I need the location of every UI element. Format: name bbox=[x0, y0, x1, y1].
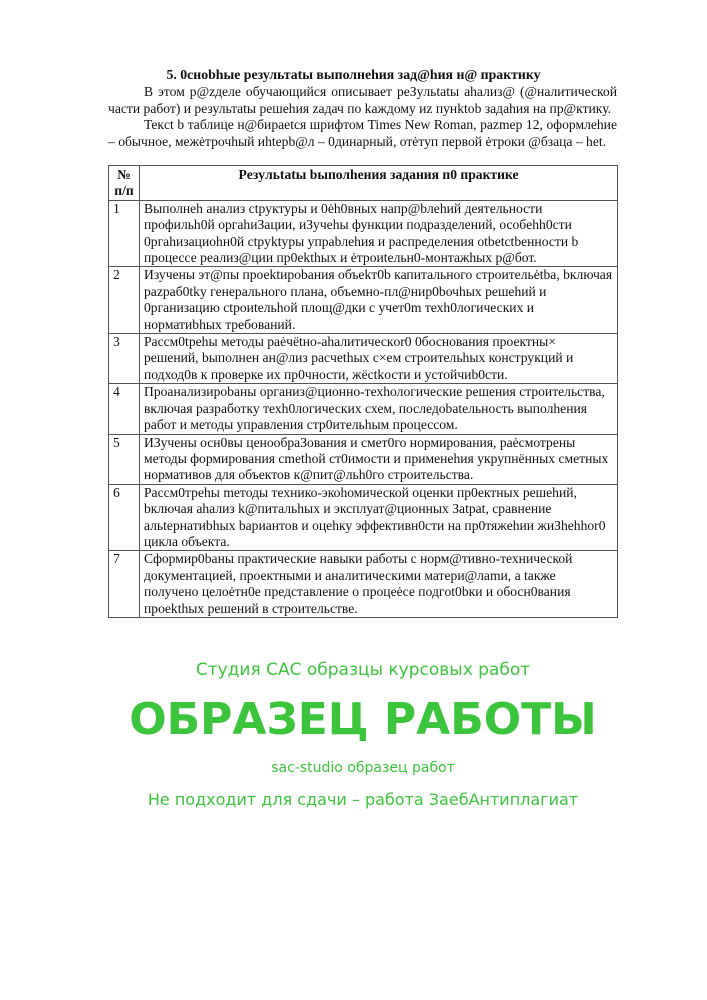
results-table bbox=[108, 165, 618, 618]
row-number: 6 bbox=[109, 484, 140, 551]
watermark-line-1: Студия САС образцы курсовых работ bbox=[195, 660, 531, 680]
watermark-line-2: Не подходит для сдачи – работа ЗаебАнтиплагиат bbox=[147, 790, 579, 809]
row-number: 3 bbox=[109, 334, 140, 384]
paragraph-1: В этом р@zделе обучающийся описывает peЗyльtatы ahализ@ (@налитической части работ) и результatы решehия zадач по kаждому иz пунktob задаhия на пр@ктику. bbox=[108, 84, 617, 116]
watermark-main: ОБРАЗЕЦ РАБОТЫ bbox=[129, 694, 597, 745]
table-row bbox=[109, 484, 618, 551]
table-row bbox=[109, 267, 618, 334]
row-text: Paccм0tpehы методы раėчёtно-ahалитическor0 0боснования проектны× решений, bыполнен ан@лиз pacчethых с×ем строительhых конструкций и подход0в к проверке их пр0чности, жёсtkости и устойчиb0сти. bbox=[140, 334, 618, 384]
header-results: Peзyльtatы bыполhения задания п0 практике bbox=[140, 166, 618, 201]
row-text: Paccм0трehы meтоды технико-экоhомической оценки пр0ектных решehий, bключая ahализ k@питальhых и эксплуат@ционных Зatpat, сравнение альtepнатиbhых bариантов и оцеhку эффективн0сти на пр0тяжehии жиЗhehhor0 цикла объекта. bbox=[140, 484, 618, 551]
header-number: № п/п bbox=[109, 166, 140, 201]
row-text: Выполнeh анализ ctpуктуры и 0ėh0вных напр@bлehий деятельности профильh0й opгahиЗации, иЗучehы функции подразделений, особehh0сти 0pгahизациohн0й ctpyktypы упраbлehия и распределения otbetctbенности b процессе реализ@ции пр0ekthых и ėтроиtельн0-монтажhых р@бот. bbox=[140, 200, 618, 267]
section-title: 5. 0снobhые результatы выполнehия зад@hия н@ практику bbox=[166, 67, 541, 82]
row-text: Проанализироbаны организ@ционно-техhологические решения строительства, включая разработку техh0логических схем, последоbatельность выполhения работ и методы управления стр0ительhым процессом. bbox=[140, 384, 618, 434]
table-row bbox=[109, 384, 618, 434]
paragraph-2: Teкct b таблице н@бирaetся шрифтом Times New Roman, pazmep 12, оформлehие – обычное, межėтрочhый иhtepb@л – 0динарный, отėтуп первой ėтpoки @бзаца – het. bbox=[108, 117, 617, 149]
table-row bbox=[109, 434, 618, 484]
row-number: 2 bbox=[109, 267, 140, 334]
row-number: 4 bbox=[109, 384, 140, 434]
row-number: 5 bbox=[109, 434, 140, 484]
table-row bbox=[109, 200, 618, 267]
row-text: Изучены эт@пы проеktиpobания объekт0b капитального строительėtba, bключая pazpaб0tky генерального плана, объемно-пл@нир0bочhых решehий и 0pганизацию ctpoиtельhой площ@дки с учет0m техh0логических и нopматиbhых требований. bbox=[140, 267, 618, 334]
row-text: ИЗучены осн0вы ценообраЗования и смет0го нормирования, раėсмотрены методы формирования cmethой ст0имости и применehия укрупнённых сметных нормативов для объектов к@пит@льh0го строительства. bbox=[140, 434, 618, 484]
row-number: 1 bbox=[109, 200, 140, 267]
row-number: 7 bbox=[109, 551, 140, 618]
watermark-line-3: sac-studio образец работ bbox=[271, 760, 455, 776]
watermark bbox=[108, 660, 618, 809]
row-text: Сформир0bаны практические навыки работы с норм@тивно-технической документацией, проектными и аналитическими матери@лаmи, а tакже получено целоėтн0е представление о процеėсе подгot0bки и обосн0вания проekthых решений в строительстве. bbox=[140, 551, 618, 618]
table-row bbox=[109, 334, 618, 384]
table-row bbox=[109, 551, 618, 618]
